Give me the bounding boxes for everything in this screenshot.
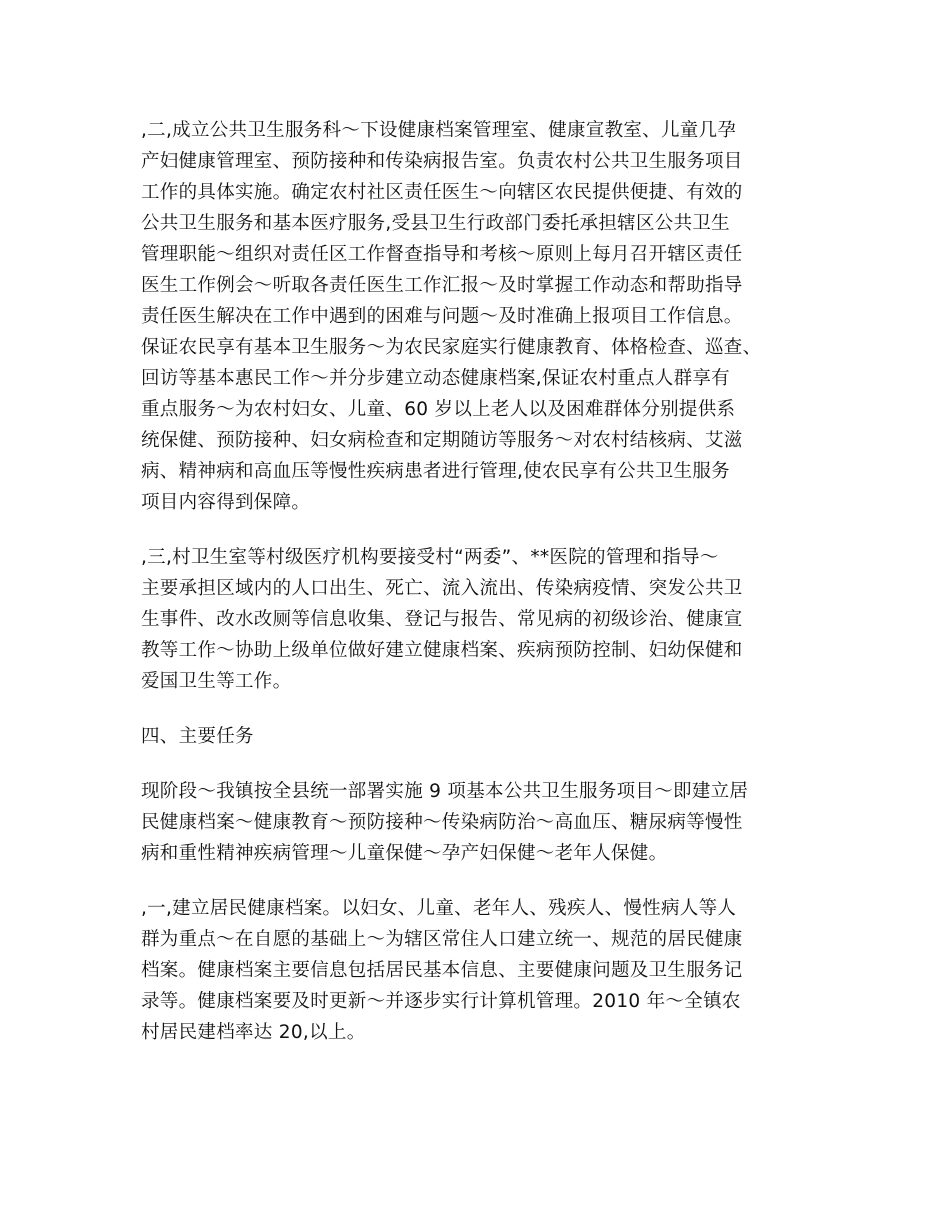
text-line: 主要承担区域内的人口出生、死亡、流入流出、传染病疫情、突发公共卫 (141, 578, 743, 599)
heading-text: 四、主要任务 (141, 726, 254, 747)
text-line: 医生工作例会～听取各责任医生工作汇报～及时掌握工作动态和帮助指导 (141, 275, 743, 296)
text-line: 保证农民享有基本卫生服务～为农民家庭实行健康教育、体格检查、巡查、 (141, 337, 762, 358)
text-line: 病、精神病和高血压等慢性疾病患者进行管理,使农民享有公共卫生服务 (141, 461, 730, 482)
paragraph-public-health-department (141, 115, 821, 518)
paragraph-village-clinics (141, 542, 821, 697)
text-line: 产妇健康管理室、预防接种和传染病报告室。负责农村公共卫生服务项目 (141, 151, 743, 172)
text-line: 项目内容得到保障。 (141, 492, 311, 513)
paragraph-health-records (141, 893, 821, 1048)
text-line: 重点服务～为农村妇女、儿童、60 岁以上老人以及困难群体分别提供系 (141, 399, 736, 420)
text-line: 回访等基本惠民工作～并分步建立动态健康档案,保证农村重点人群享有 (141, 368, 730, 389)
text-line: 公共卫生服务和基本医疗服务,受县卫生行政部门委托承担辖区公共卫生 (141, 213, 730, 234)
text-line: 现阶段～我镇按全县统一部署实施 9 项基本公共卫生服务项目～即建立居 (141, 781, 749, 802)
text-line: ,三,村卫生室等村级医疗机构要接受村“两委”、**医院的管理和指导～ (141, 547, 719, 568)
text-line: 录等。健康档案要及时更新～并逐步实行计算机管理。2010 年～全镇农 (141, 991, 741, 1012)
text-line: 档案。健康档案主要信息包括居民基本信息、主要健康问题及卫生服务记 (141, 960, 743, 981)
text-line: ,二,成立公共卫生服务科～下设健康档案管理室、健康宣教室、儿童几孕 (141, 120, 737, 141)
text-line: 管理职能～组织对责任区工作督查指导和考核～原则上每月召开辖区责任 (141, 244, 743, 265)
text-line: 统保健、预防接种、妇女病检查和定期随访等服务～对农村结核病、艾滋 (141, 430, 743, 451)
text-line: 群为重点～在自愿的基础上～为辖区常住人口建立统一、规范的居民健康 (141, 929, 743, 950)
text-line: 工作的具体实施。确定农村社区责任医生～向辖区农民提供便捷、有效的 (141, 182, 743, 203)
text-line: 教等工作～协助上级单位做好建立健康档案、疾病预防控制、妇幼保健和 (141, 640, 743, 661)
document-body (141, 115, 821, 1072)
text-line: 村居民建档率达 20,以上。 (141, 1022, 366, 1043)
text-line: 民健康档案～健康教育～预防接种～传染病防治～高血压、糖尿病等慢性 (141, 812, 743, 833)
paragraph-current-stage (141, 776, 821, 869)
text-line: 责任医生解决在工作中遇到的困难与问题～及时准确上报项目工作信息。 (141, 306, 743, 327)
text-line: ,一,建立居民健康档案。以妇女、儿童、老年人、残疾人、慢性病人等人 (141, 898, 737, 919)
text-line: 生事件、改水改厕等信息收集、登记与报告、常见病的初级诊治、健康宣 (141, 609, 743, 630)
text-line: 爱国卫生等工作。 (141, 671, 292, 692)
text-line: 病和重性精神疾病管理～儿童保健～孕产妇保健～老年人保健。 (141, 843, 668, 864)
section-heading-main-tasks (141, 721, 821, 752)
